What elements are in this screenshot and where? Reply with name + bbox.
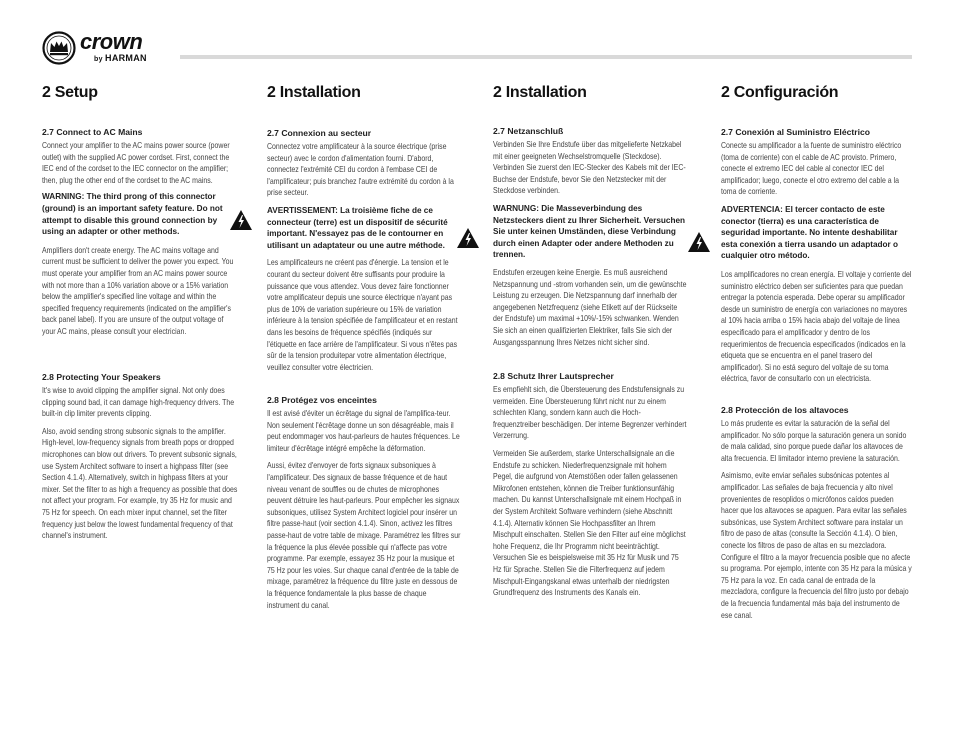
section-title: 2.8 Protecting Your Speakers: [42, 372, 161, 382]
paragraph: Lo más prudente es evitar la saturación de la señal del amplificador. No sólo porque la saturación genera un sonido de mala calidad, sino porque puede dañar los altavoces de alta frecuencia. El limitador interno previene la saturación.: [721, 419, 907, 463]
paragraph: Connect your amplifier to the AC mains power source (power outlet) with the supplied AC power cordset. First, connect the IEC end of the cordset to the IEC connector on the amplifier; then, plug the other end of the cordset to the AC mains.: [42, 141, 230, 185]
column-title: 2 Configuración: [721, 84, 839, 101]
warning-text: WARNUNG: Die Masseverbindung des Netzsteckers dient zu Ihrer Sicherheit. Versuchen Sie unter keinen Umständen, diese Verbindung durch einen Adapter oder andere Methoden zu trennen.: [493, 203, 686, 260]
header-rule: [180, 55, 912, 59]
column-german: [493, 84, 687, 598]
section-title: 2.7 Conexión al Suministro Eléctrico: [721, 127, 870, 137]
section-title: 2.8 Protección de los altavoces: [721, 405, 849, 415]
paragraph: Connectez votre amplificateur à la source électrique (prise secteur) avec le cordon d'alimentation fourni. D'abord, connectez l'extrémité CEI du cordon à l'embase CEI de l'amplificateur; puis branchez l'autre extrémité du cordon à la prise secteur.: [267, 142, 454, 198]
column-french: [267, 84, 461, 610]
electrical-warning-icon: [456, 227, 480, 249]
electrical-warning-icon: [687, 231, 711, 253]
section-title: 2.7 Connect to AC Mains: [42, 127, 143, 137]
column-title: 2 Setup: [42, 84, 98, 101]
brand-sub: by HARMAN: [94, 53, 147, 63]
brand-name: crown: [80, 29, 143, 54]
crown-emblem-icon: [42, 31, 76, 65]
paragraph: Verbinden Sie Ihre Endstufe über das mitgelieferte Netzkabel mit einer geeigneten Wechselstromquelle (Steckdose). Verbinden Sie zuerst den IEC-Stecker des Kabels mit der IEC-Buchse der Endstufe, bevor Sie den Netzstecker mit der Steckdose verbinden.: [493, 140, 686, 196]
section-title: 2.8 Protégez vos enceintes: [267, 395, 377, 405]
warning-text: AVERTISSEMENT: La troisième fiche de ce connecteur (terre) est un dispositif de sécurité important. N'essayez pas de le contourner en utilisant un adaptateur ou une autre méthode.: [267, 205, 448, 250]
column-title: 2 Installation: [267, 84, 361, 101]
paragraph: It's wise to avoid clipping the amplifier signal. Not only does clipping sound bad, it can damage high-frequency drivers. The built-in clip limiter prevents clipping.: [42, 386, 235, 419]
warning-text: ADVERTENCIA: El tercer contacto de este conector (tierra) es una característica de seguridad importante. No intente deshabilitar esta conexión a tierra usando un adaptador o cualquier otro método.: [721, 204, 898, 261]
paragraph: Los amplificadores no crean energía. El voltaje y corriente del suministro eléctrico deben ser suficientes para que puedan entregar la potencia esperada. Debe operar su amplificador desde un suministro de energía con variaciones no mayores al 10% hacia arriba o 15% hacia abajo del voltaje de línea especificado para el amplificador y dentro de los requerimientos de frecuencia especificados (indicados en la etiqueta que se encuentra en el panel trasero del amplificador). Si no está seguro del voltaje de su toma eléctrica, favor de consultarlo con un electricista.: [721, 269, 912, 384]
section-title: 2.8 Schutz Ihrer Lautsprecher: [493, 371, 614, 381]
paragraph: Aussi, évitez d'envoyer de forts signaux subsoniques à l'amplificateur. Des signaux de basse fréquence et de haut niveau venant de souffles ou de chutes de microphones peuvent détruire les haut-parleurs. Pour empêcher les signaux subsoniques, utilisez System Architect logiciel pour insérer un filtre passe-haut (voir section 4.1.4). Sinon, activez les filtres passe-haut de votre table de mixage. Paramétrez les filtres sur la fréquence la plus élevée possible qui n'affecte pas votre programme. Par exemple, essayez 35 Hz pour la musique et 75 Hz pour les voies. Sur chaque canal d'entrée de la table de mixage, paramétrez la fréquence du filtre juste en dessous de la fréquence fondamentale la plus basse de chaque instrument du canal.: [267, 461, 461, 610]
paragraph: Asimismo, evite enviar señales subsónicas potentes al amplificador. Las señales de baja frecuencia y alto nivel provenientes de resoplidos o micrófonos caídos pueden hacer que los altavoces se apaguen. Para evitar las señales subsónicas, use System Architect software para instalar un filtro de paso de altas (consulte la Sección 4.1.4). O bien, conecte los filtros de paso de altas en su mezcladora. Configure el filtro a la mayor frecuencia posible que no afecte su programa. Por ejemplo, intente con 35 Hz para la música y 75 Hz para la voz. En cada canal de entrada de la mezcladora, configure la frecuencia del filtro justo por debajo de la frecuencia fundamental más baja del instrumento de ese canal.: [721, 471, 912, 620]
column-spanish: [721, 84, 913, 620]
paragraph: Vermeiden Sie außerdem, starke Unterschallsignale an die Endstufe zu schicken. Niederfrequenzsignale mit hohem Pegel, die aufgrund von Atemstößen oder fallen gelassenen Mikrofonen entstehen, können die Treiber funktionsunfähig machen. Du kannst Unterschallsignale mit einem Hochpaß in der System Architekt Software verhindern (siehe Abschnitt 4.1.4). Alternativ können Sie Hochpassfilter an Ihrem Mischpult einschalten. Stellen Sie den Filter auf eine möglichst hohe Frequenz, die Ihr Programm nicht beeinträchtigt. Versuchen Sie es beispielsweise mit 35 Hz für Musik und 75 Hz für Sprache. Stellen Sie die Filterfrequenz auf jedem Mischpult-Eingangskanal etwas unterhalb der niedrigsten Grundfrequenz des Instruments des Kanals ein.: [493, 448, 686, 598]
paragraph: Conecte su amplificador a la fuente de suministro eléctrico (toma de corriente) con el cable de AC provisto. Primero, conecte el extremo IEC del cable al conector IEC del amplificador; luego, conecte el otro extremo del cable a la toma de corriente.: [721, 141, 902, 197]
electrical-warning-icon: [229, 209, 253, 231]
column-english: [42, 84, 238, 541]
column-title: 2 Installation: [493, 84, 587, 101]
paragraph: Also, avoid sending strong subsonic signals to the amplifier. High-level, low-frequency signals from breath pops or dropped microphones can blow out drivers. To prevent subsonic signals, use System Architect software to insert a highpass filter (see Section 4.1.4). Alternatively, switch in highpass filters at your mixer. Set the filter to as high a frequency as possible that does not affect your program. For example, try 35 Hz for music and 75 Hz for speech. On each mixer input channel, set the filter frequency just below the lowest fundamental frequency of that channel's instrument.: [42, 426, 238, 541]
crown-logo: [42, 31, 172, 65]
section-title: 2.7 Netzanschluß: [493, 126, 564, 136]
paragraph: Amplifiers don't create energy. The AC mains voltage and current must be sufficient to deliver the power you expect. You must operate your amplifier from an AC mains power source with not more than a 10% variation above or a 15% variation below the amplifier's specified line voltage and within the specified frequency requirements (indicated on the amplifier's back panel label). If you are unsure of the output voltage of your AC mains, please consult your electrician.: [42, 245, 234, 336]
warning-text: WARNING: The third prong of this connector (ground) is an important safety feature. Do not attempt to disable this ground connection by using an adapter or other methods.: [42, 192, 223, 237]
paragraph: Endstufen erzeugen keine Energie. Es muß ausreichend Netzspannung und -strom vorhanden sein, um die gewünschte Leistung zu erzeugen. Die Netzspannung darf innerhalb der angegebenen Netzfrequenz (siehe Etikett auf der Rückseite der Endstufe) um maximal +10%/-15% schwanken. Wenden Sie sich an einen qualifizierten Elektriker, falls Sie sich der Ausgangsspannung Ihres Netzes nicht sicher sind.: [493, 267, 687, 347]
paragraph: Les amplificateurs ne créent pas d'énergie. La tension et le courant du secteur doivent être suffisants pour produire la puissance que vous attendez. Vous devez faire fonctionner votre amplificateur depuis une source électrique n'ayant pas plus de 10% de variation supérieure ou 15% de variation inférieure à la tension spécifiée de l'amplificateur et en restant dans les besoins de fréquence spécifiés (indiqués sur l'étiquette en face arrière de l'amplificateur. Si vous n'êtes pas sûr de la tension produitepar votre alimentation électrique, veuillez consulter votre électricien.: [267, 258, 458, 372]
paragraph: Es empfiehlt sich, die Übersteuerung des Endstufensignals zu vermeiden. Eine Übersteuerung führt nicht nur zu einem schlechten Klang, sondern kann auch die Hoch-frequenztreiber beschädigen. Der interne Begrenzer verhindert Verzerrung.: [493, 385, 687, 441]
paragraph: Il est avisé d'éviter un écrêtage du signal de l'amplifica-teur. Non seulement l'écrêtage donne un son désagréable, mais il peut endommager vos haut-parleurs de hautes fréquences. Le limiteur d'écrêtage intégré empêche la déformation.: [267, 409, 460, 453]
section-title: 2.7 Connexion au secteur: [267, 128, 372, 138]
